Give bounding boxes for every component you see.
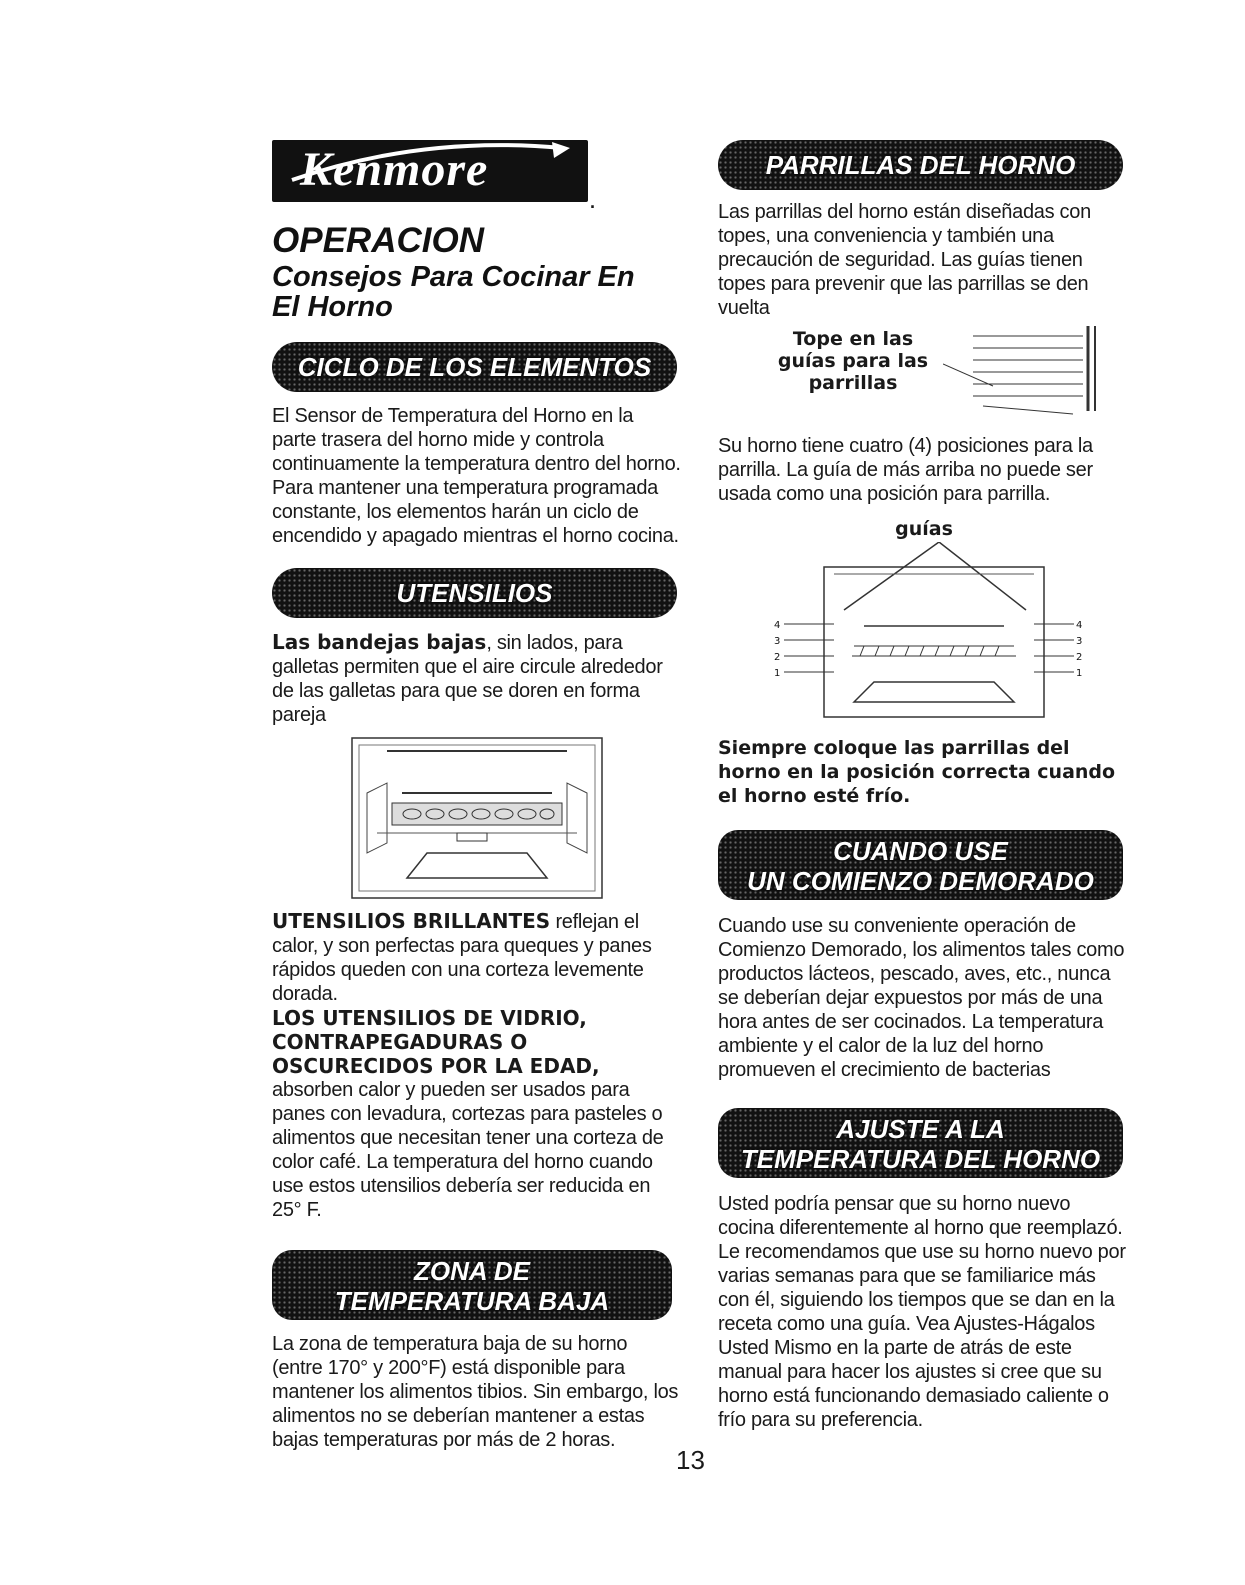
rack-number-1-left: 1	[774, 668, 781, 679]
bandejas-text: , sin lados, para galletas permiten que el aire circule alrededor de las galletas para que se doren en forma pareja	[272, 632, 663, 726]
ciclo-banner-label: CICLO DE LOS ELEMENTOS	[297, 352, 652, 382]
oven-cookie-sheet-illustration	[347, 733, 607, 903]
rack-number-4-right: 4	[1076, 620, 1083, 631]
posiciones-text: Su horno tiene cuatro (4) posiciones para la parrilla. La guía de más arriba no puede ser usada como una posición para parrilla.	[718, 435, 1093, 505]
rack-number-2-left: 2	[774, 652, 781, 663]
demorado-banner	[718, 830, 1123, 900]
ciclo-text: El Sensor de Temperatura del Horno en la parte trasera del horno mide y controla continuamente la temperatura dentro del horno. Para mantener una temperatura programada constante, los elementos harán un ciclo de encendido y apagado mientras el horno cocina.	[272, 405, 681, 547]
demorado-banner-line1: CUANDO USE	[833, 836, 1008, 866]
oven-rack-positions-illustration	[764, 542, 1084, 722]
brand-name: Kenmore	[300, 143, 489, 196]
zona-banner	[272, 1250, 672, 1320]
brillantes-paragraph	[272, 909, 682, 1006]
ciclo-banner	[272, 342, 677, 392]
ajuste-banner-line1: AJUSTE A LA	[836, 1114, 1005, 1144]
guias-label: guías	[895, 518, 953, 540]
bandejas-bold: Las bandejas bajas	[272, 630, 487, 654]
demorado-banner-line2: UN COMIENZO DEMORADO	[747, 866, 1094, 896]
left-column	[272, 140, 682, 1452]
rack-number-2-right: 2	[1076, 652, 1083, 663]
brand-dot: .	[590, 192, 596, 212]
tope-label: Tope en las guías para las parrillas	[777, 328, 929, 394]
rack-number-3-right: 3	[1076, 636, 1083, 647]
rack-number-3-left: 3	[774, 636, 781, 647]
parrillas-banner	[718, 140, 1123, 190]
utensilios-banner-label: UTENSILIOS	[396, 578, 553, 608]
brillantes-text: reflejan el calor, y son perfectas para queques y panes rápidos queden con una corteza levemente dorada.	[272, 911, 652, 1005]
ajuste-banner	[718, 1108, 1123, 1178]
zona-banner-line1: ZONA DE	[413, 1256, 531, 1286]
demorado-text: Cuando use su conveniente operación de Comienzo Demorado, los alimentos tales como productos lácteos, pescado, aves, etc., nunca se deberían dejar expuestos por más de una hora antes de ser cocinados. La temperatura ambiente y el calor de la luz del horno promueven el crecimiento de bacterias	[718, 915, 1125, 1081]
vidrio-bold: LOS UTENSILIOS DE VIDRIO, CONTRAPEGADURAS O OSCURECIDOS POR LA EDAD,	[272, 1006, 600, 1078]
parrillas-text: Las parrillas del horno están diseñadas con topes, una conveniencia y también una precaución de seguridad. Las guías tienen topes para prevenir que las parrillas se den vuelta	[718, 201, 1091, 319]
brillantes-bold: UTENSILIOS BRILLANTES	[272, 909, 551, 933]
tope-figure	[718, 326, 1130, 426]
zona-banner-line2: TEMPERATURA BAJA	[334, 1286, 610, 1316]
rack-number-4-left: 4	[774, 620, 781, 631]
ajuste-banner-line2: TEMPERATURA DEL HORNO	[740, 1144, 1101, 1174]
utensilios-banner	[272, 568, 677, 618]
bandejas-paragraph	[272, 630, 682, 727]
page-number: 13	[676, 1445, 705, 1475]
rack-stop-illustration	[943, 326, 1103, 426]
zona-text: La zona de temperatura baja de su horno (entre 170° y 200°F) está disponible para mantener los alimentos tibios. Sin embargo, los alimentos no se deberían mantener a estas bajas temperaturas por más de 2 horas.	[272, 1333, 679, 1451]
ajuste-text: Usted podría pensar que su horno nuevo cocina diferentemente al horno que reemplazó. Le recomendamos que use su horno nuevo por varias semanas para que se familiarice más con él, siguiendo los tiempos que se dan en la receta como una guía. Vea Ajustes-Hágalos Usted Mismo en la parte de atrás de este manual para hacer los ajustes si cree que su horno está funcionando demasiado caliente o frío para su preferencia.	[718, 1193, 1126, 1431]
siempre-warning: Siempre coloque las parrillas del horno en la posición correcta cuando el horno esté frío.	[718, 737, 1116, 807]
right-column	[718, 140, 1130, 1432]
kenmore-logo	[272, 140, 596, 212]
page-subtitle: Consejos Para Cocinar En El Horno	[272, 261, 635, 323]
rack-number-1-right: 1	[1076, 668, 1083, 679]
vidrio-text: absorben calor y pueden ser usados para panes con levadura, cortezas para pasteles o alimentos que necesitan tener una corteza de color café. La temperatura del horno cuando use estos utensilios debería ser reducida en 25° F.	[272, 1079, 664, 1221]
page-title: OPERACION	[272, 221, 484, 260]
parrillas-banner-label: PARRILLAS DEL HORNO	[765, 150, 1076, 180]
